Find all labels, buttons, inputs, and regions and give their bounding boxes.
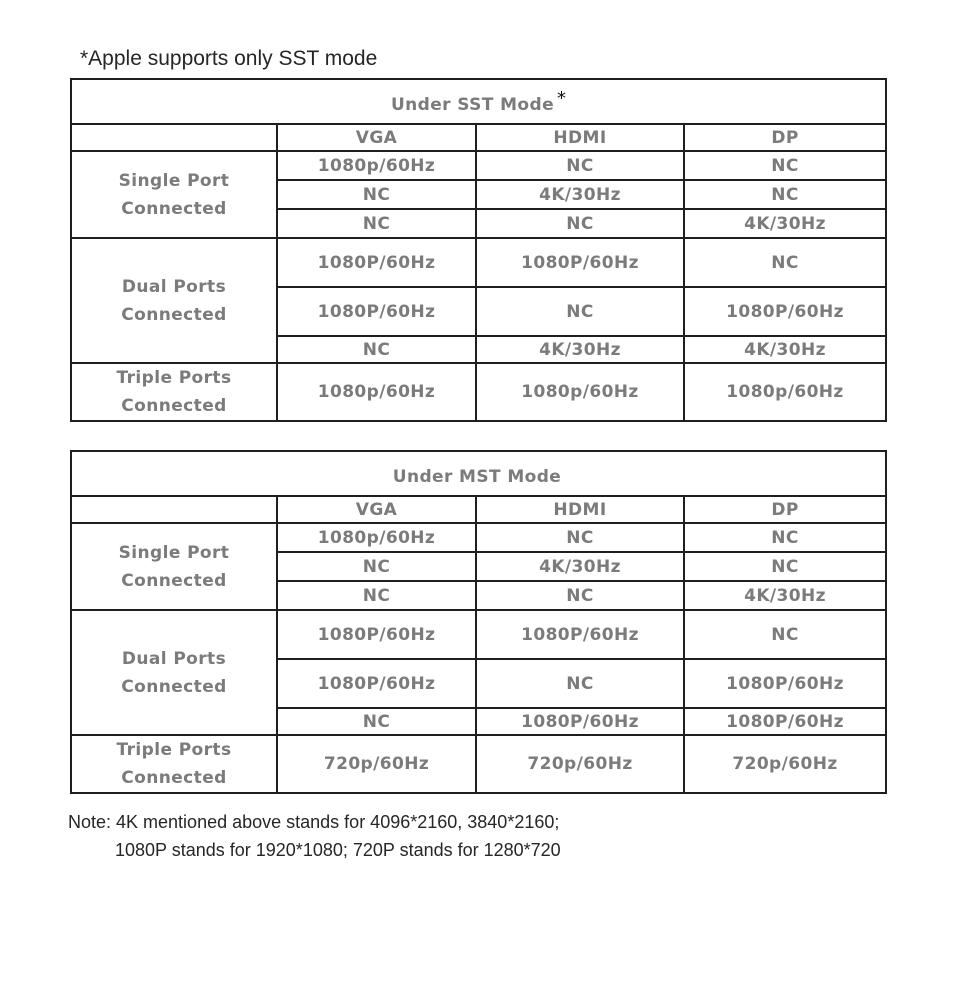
spec-cell: NC <box>684 151 886 180</box>
table-title: Under SST Mode <box>390 95 555 115</box>
asterisk-mark <box>561 460 564 481</box>
spec-cell: NC <box>476 659 684 708</box>
column-header-dp: DP <box>684 496 886 523</box>
column-header-vga: VGA <box>277 124 476 151</box>
spec-cell: 4K/30Hz <box>476 336 684 363</box>
table-title: Under MST Mode <box>392 467 562 487</box>
group-label-cell <box>71 735 277 793</box>
spec-cell: 1080P/60Hz <box>476 610 684 659</box>
spec-cell: NC <box>277 552 476 581</box>
spec-cell: NC <box>476 209 684 238</box>
spec-cell: NC <box>684 238 886 287</box>
spec-cell: 1080P/60Hz <box>476 238 684 287</box>
group-label-cell <box>71 523 277 610</box>
spec-cell: 1080P/60Hz <box>277 610 476 659</box>
spec-cell: 1080p/60Hz <box>476 363 684 421</box>
column-header-hdmi: HDMI <box>476 496 684 523</box>
group-label-line1: Single Port <box>118 170 230 191</box>
sst-mode-table <box>70 78 887 422</box>
spec-cell: 1080P/60Hz <box>277 287 476 336</box>
spec-cell: 1080P/60Hz <box>277 238 476 287</box>
group-label-line2: Connected <box>121 396 227 416</box>
group-label-cell <box>71 151 277 238</box>
spec-cell: 1080P/60Hz <box>684 708 886 735</box>
spec-cell: 4K/30Hz <box>684 336 886 363</box>
spec-cell: NC <box>476 287 684 336</box>
table-title-cell <box>71 79 886 124</box>
resolution-note <box>68 808 960 864</box>
group-label-line1: Triple Ports <box>116 368 232 388</box>
spec-cell: NC <box>277 209 476 238</box>
group-label-line2: Connected <box>121 570 227 591</box>
spec-cell: 4K/30Hz <box>684 209 886 238</box>
spec-cell: 720p/60Hz <box>684 735 886 793</box>
spec-cell: 1080p/60Hz <box>277 523 476 552</box>
group-label-cell <box>71 610 277 735</box>
group-label-line2: Connected <box>121 768 227 788</box>
spec-cell: NC <box>684 552 886 581</box>
column-header-dp: DP <box>684 124 886 151</box>
group-label-line1: Dual Ports <box>121 276 227 297</box>
mst-mode-table <box>70 450 887 794</box>
spec-cell: NC <box>277 180 476 209</box>
spec-cell: NC <box>476 523 684 552</box>
column-header-hdmi: HDMI <box>476 124 684 151</box>
apple-sst-note: *Apple supports only SST mode <box>80 47 378 70</box>
spec-cell: NC <box>277 708 476 735</box>
spec-cell: NC <box>476 581 684 610</box>
group-label-line2: Connected <box>121 198 227 219</box>
spec-cell: 1080p/60Hz <box>277 151 476 180</box>
spec-cell: 1080p/60Hz <box>277 363 476 421</box>
spec-cell: NC <box>684 523 886 552</box>
spec-cell: 4K/30Hz <box>476 180 684 209</box>
table-title-cell <box>71 451 886 496</box>
spec-cell: 1080p/60Hz <box>684 363 886 421</box>
group-label-line1: Dual Ports <box>121 648 227 669</box>
group-label-cell <box>71 238 277 363</box>
group-label-cell <box>71 363 277 421</box>
spec-cell: NC <box>476 151 684 180</box>
spec-cell: 720p/60Hz <box>476 735 684 793</box>
column-header-vga: VGA <box>277 496 476 523</box>
spec-cell: NC <box>684 180 886 209</box>
resolution-note-line1: Note: 4K mentioned above stands for 4096*2160, 3840*2160; <box>68 812 560 832</box>
group-label-line2: Connected <box>121 676 227 697</box>
asterisk-mark: * <box>557 88 567 109</box>
spec-cell: 1080P/60Hz <box>476 708 684 735</box>
spec-cell: NC <box>684 610 886 659</box>
spec-cell: NC <box>277 581 476 610</box>
spec-cell: 1080P/60Hz <box>277 659 476 708</box>
spec-cell: 720p/60Hz <box>277 735 476 793</box>
spec-cell: NC <box>277 336 476 363</box>
resolution-note-line2: 1080P stands for 1920*1080; 720P stands for 1280*720 <box>115 840 561 860</box>
group-label-line2: Connected <box>121 304 227 325</box>
spec-cell: 4K/30Hz <box>476 552 684 581</box>
corner-cell <box>71 124 277 151</box>
spec-cell: 1080P/60Hz <box>684 287 886 336</box>
corner-cell <box>71 496 277 523</box>
group-label-line1: Single Port <box>118 542 230 563</box>
group-label-line1: Triple Ports <box>116 740 232 760</box>
spec-cell: 4K/30Hz <box>684 581 886 610</box>
spec-cell: 1080P/60Hz <box>684 659 886 708</box>
